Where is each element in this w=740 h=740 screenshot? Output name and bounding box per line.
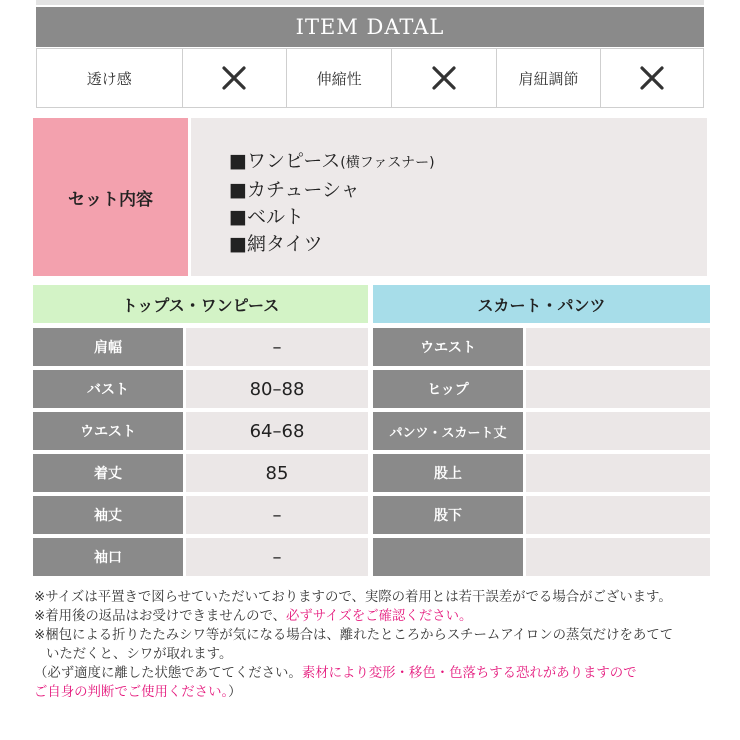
item-detail-title: ITEM DATAL xyxy=(36,7,704,47)
tops-row-value: – xyxy=(186,496,368,534)
bottoms-row-label: パンツ・スカート丈 xyxy=(373,412,523,450)
set-item: ■網タイツ xyxy=(229,233,323,255)
x-mark-icon xyxy=(601,49,703,107)
set-contents-list xyxy=(191,118,707,276)
detail-label-transparency: 透け感 xyxy=(37,49,183,107)
tops-row-value: 64–68 xyxy=(186,412,368,450)
bottoms-row-label: ヒップ xyxy=(373,370,523,408)
size-notes xyxy=(34,588,724,702)
x-mark-icon xyxy=(392,49,497,107)
detail-label-strap-adjust: 肩紐調節 xyxy=(497,49,602,107)
top-divider xyxy=(36,0,704,5)
tops-row-value: – xyxy=(186,538,368,576)
set-contents-box xyxy=(33,118,707,276)
note-line: ※サイズは平置きで図らせていただいておりますので、実際の着用とは若干誤差がでる場合がございます。 xyxy=(34,590,672,605)
bottoms-row-label xyxy=(373,538,523,576)
bottoms-row-label: 股上 xyxy=(373,454,523,492)
tops-row-label: 着丈 xyxy=(33,454,183,492)
bottoms-row-value xyxy=(526,328,710,366)
bottoms-row-label: 股下 xyxy=(373,496,523,534)
set-item: ■ベルト xyxy=(229,206,304,228)
tops-row-label: 袖丈 xyxy=(33,496,183,534)
bottoms-row-value xyxy=(526,538,710,576)
bottoms-row-value xyxy=(526,496,710,534)
item-detail-row xyxy=(36,48,704,108)
note-line: いただくと、シワが取れます。 xyxy=(46,647,233,662)
detail-label-stretch: 伸縮性 xyxy=(287,49,392,107)
tops-row-label: 肩幅 xyxy=(33,328,183,366)
bottoms-heading: スカート・パンツ xyxy=(373,285,710,323)
bottoms-row-label: ウエスト xyxy=(373,328,523,366)
tops-row-value: 85 xyxy=(186,454,368,492)
note-line: ご自身の判断でご使用ください。） xyxy=(34,685,242,700)
set-contents-label: セット内容 xyxy=(33,118,188,276)
tops-row-value: – xyxy=(186,328,368,366)
bottoms-row-value xyxy=(526,412,710,450)
note-line: ※着用後の返品はお受けできませんので、必ずサイズをご確認ください。 xyxy=(34,609,473,624)
note-highlight: ご自身の判断でご使用ください。 xyxy=(34,685,229,700)
note-highlight: 必ずサイズをご確認ください。 xyxy=(285,609,473,624)
tops-heading: トップス・ワンピース xyxy=(33,285,368,323)
set-item: ■カチューシャ xyxy=(229,179,360,201)
tops-row-label: 袖口 xyxy=(33,538,183,576)
x-mark-icon xyxy=(183,49,288,107)
tops-row-label: バスト xyxy=(33,370,183,408)
note-line: （必ず適度に離した状態であててください。素材により変形・移色・色落ちする恐れがありますので xyxy=(34,666,637,681)
set-item: ■ワンピース(横ファスナー) xyxy=(229,150,435,172)
note-highlight: 素材により変形・移色・色落ちする恐れがありますので xyxy=(301,666,637,681)
bottoms-row-value xyxy=(526,454,710,492)
tops-row-value: 80–88 xyxy=(186,370,368,408)
note-line: ※梱包による折りたたみシワ等が気になる場合は、離れたところからスチームアイロンの蒸気だけをあてて xyxy=(34,628,674,643)
bottoms-row-value xyxy=(526,370,710,408)
tops-row-label: ウエスト xyxy=(33,412,183,450)
